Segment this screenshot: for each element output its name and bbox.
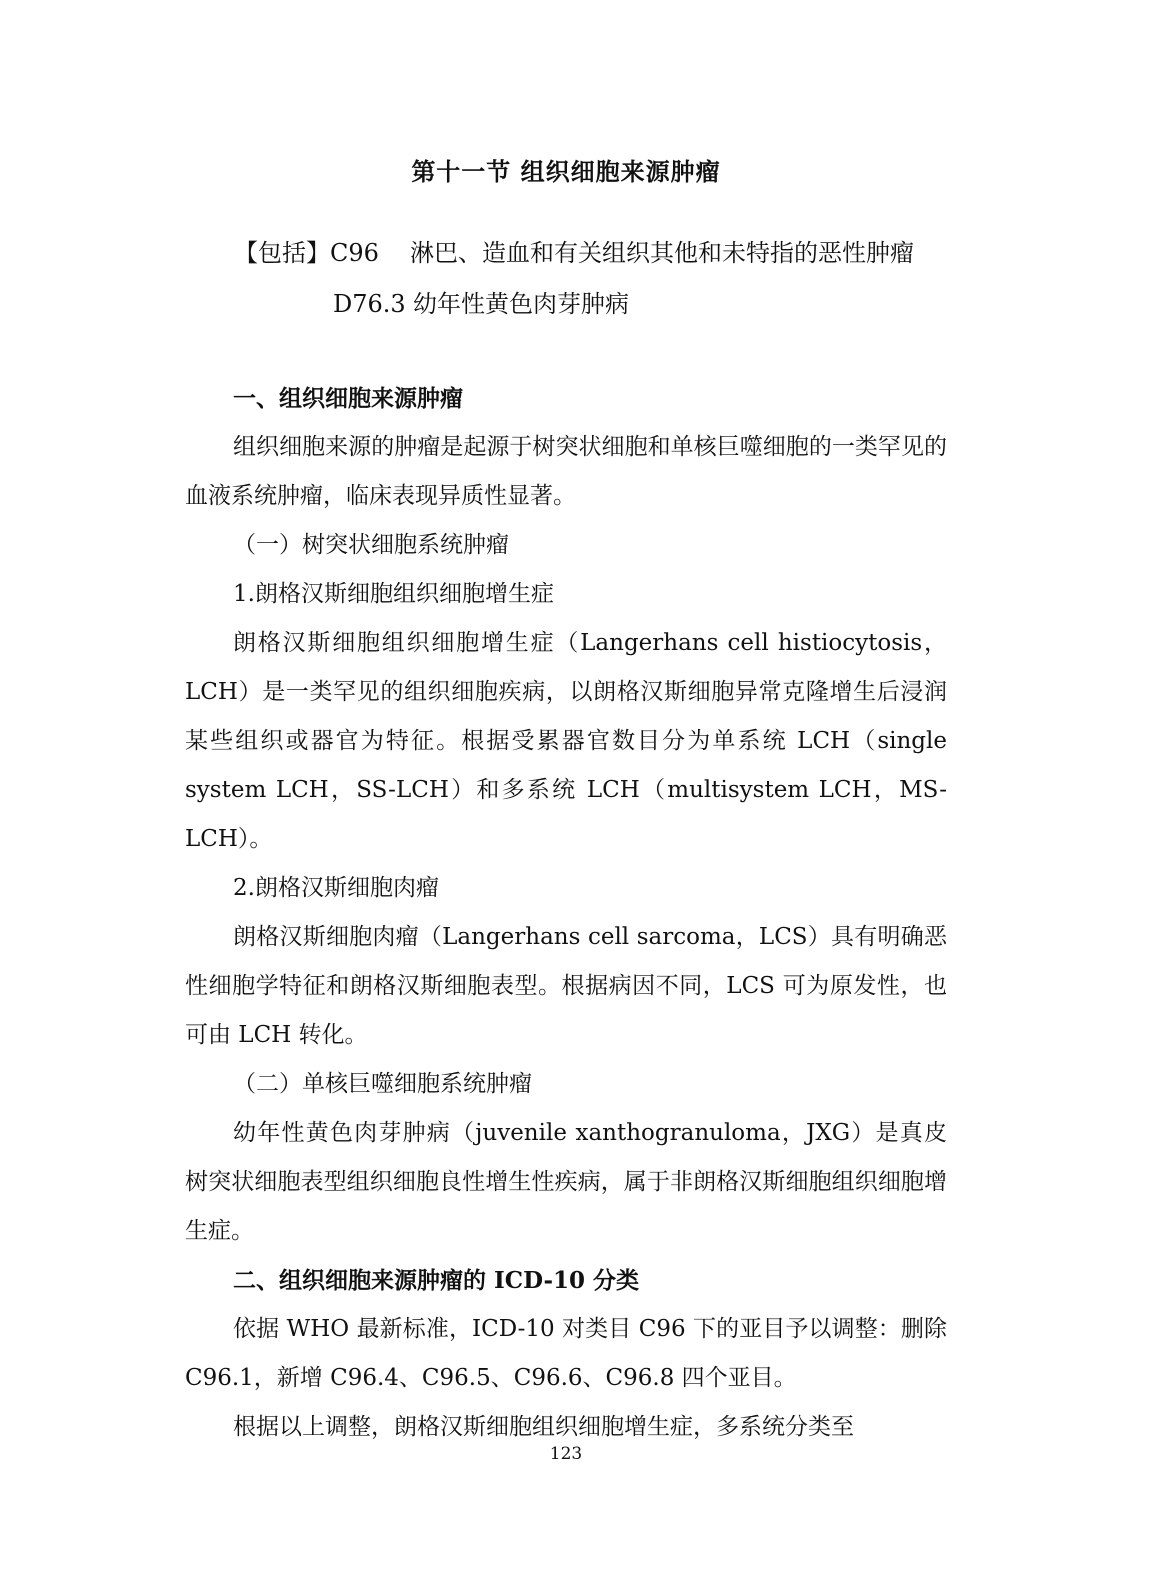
subheading: （一）树突状细胞系统肿瘤 — [233, 532, 509, 558]
paragraph: 朗格汉斯细胞组织细胞增生症（Langerhans cell histiocytosis，LCH）是一类罕见的组织细胞疾病，以朗格汉斯细胞异常克隆增生后浸润某些组织或器官为特征。根据受累器官数目分为单系统 LCH（single system LCH，SS-LCH）和多系统 LCH（multisystem LCH，MS-LCH）。 — [185, 630, 947, 852]
include-desc: 淋巴、造血和有关组织其他和未特指的恶性肿瘤 — [410, 239, 914, 267]
include-line-1 — [234, 233, 914, 268]
section-title: 第十一节 组织细胞来源肿瘤 — [411, 157, 721, 186]
include-line-2 — [333, 284, 629, 319]
subheading: 2.朗格汉斯细胞肉瘤 — [233, 875, 439, 901]
paragraph: 依据 WHO 最新标准，ICD-10 对类目 C96 下的亚目予以调整：删除 C96.1，新增 C96.4、C96.5、C96.6、C96.8 四个亚目。 — [185, 1316, 947, 1391]
subheading: （二）单核巨噬细胞系统肿瘤 — [233, 1071, 532, 1097]
include-desc: 幼年性黄色肉芽肿病 — [413, 290, 629, 318]
paragraph: 幼年性黄色肉芽肿病（juvenile xanthogranuloma，JXG）是真皮树突状细胞表型组织细胞良性增生性疾病，属于非朗格汉斯细胞组织细胞增生症。 — [185, 1120, 947, 1244]
paragraph: 朗格汉斯细胞肉瘤（Langerhans cell sarcoma，LCS）具有明确恶性细胞学特征和朗格汉斯细胞表型。根据病因不同，LCS 可为原发性，也可由 LCH 转化。 — [185, 924, 947, 1048]
include-code: C96 — [330, 239, 379, 267]
subheading: 1.朗格汉斯细胞组织细胞增生症 — [233, 581, 554, 607]
heading-1: 一、组织细胞来源肿瘤 — [233, 385, 463, 412]
heading-2: 二、组织细胞来源肿瘤的 ICD-10 分类 — [233, 1267, 640, 1294]
paragraph: 根据以上调整，朗格汉斯细胞组织细胞增生症，多系统分类至 — [233, 1414, 854, 1440]
include-code: D76.3 — [333, 290, 406, 318]
include-prefix: 【包括】 — [234, 239, 330, 267]
paragraph: 组织细胞来源的肿瘤是起源于树突状细胞和单核巨噬细胞的一类罕见的血液系统肿瘤，临床表现异质性显著。 — [185, 434, 947, 509]
body-text — [185, 374, 947, 1452]
page-number: 123 — [549, 1444, 583, 1464]
